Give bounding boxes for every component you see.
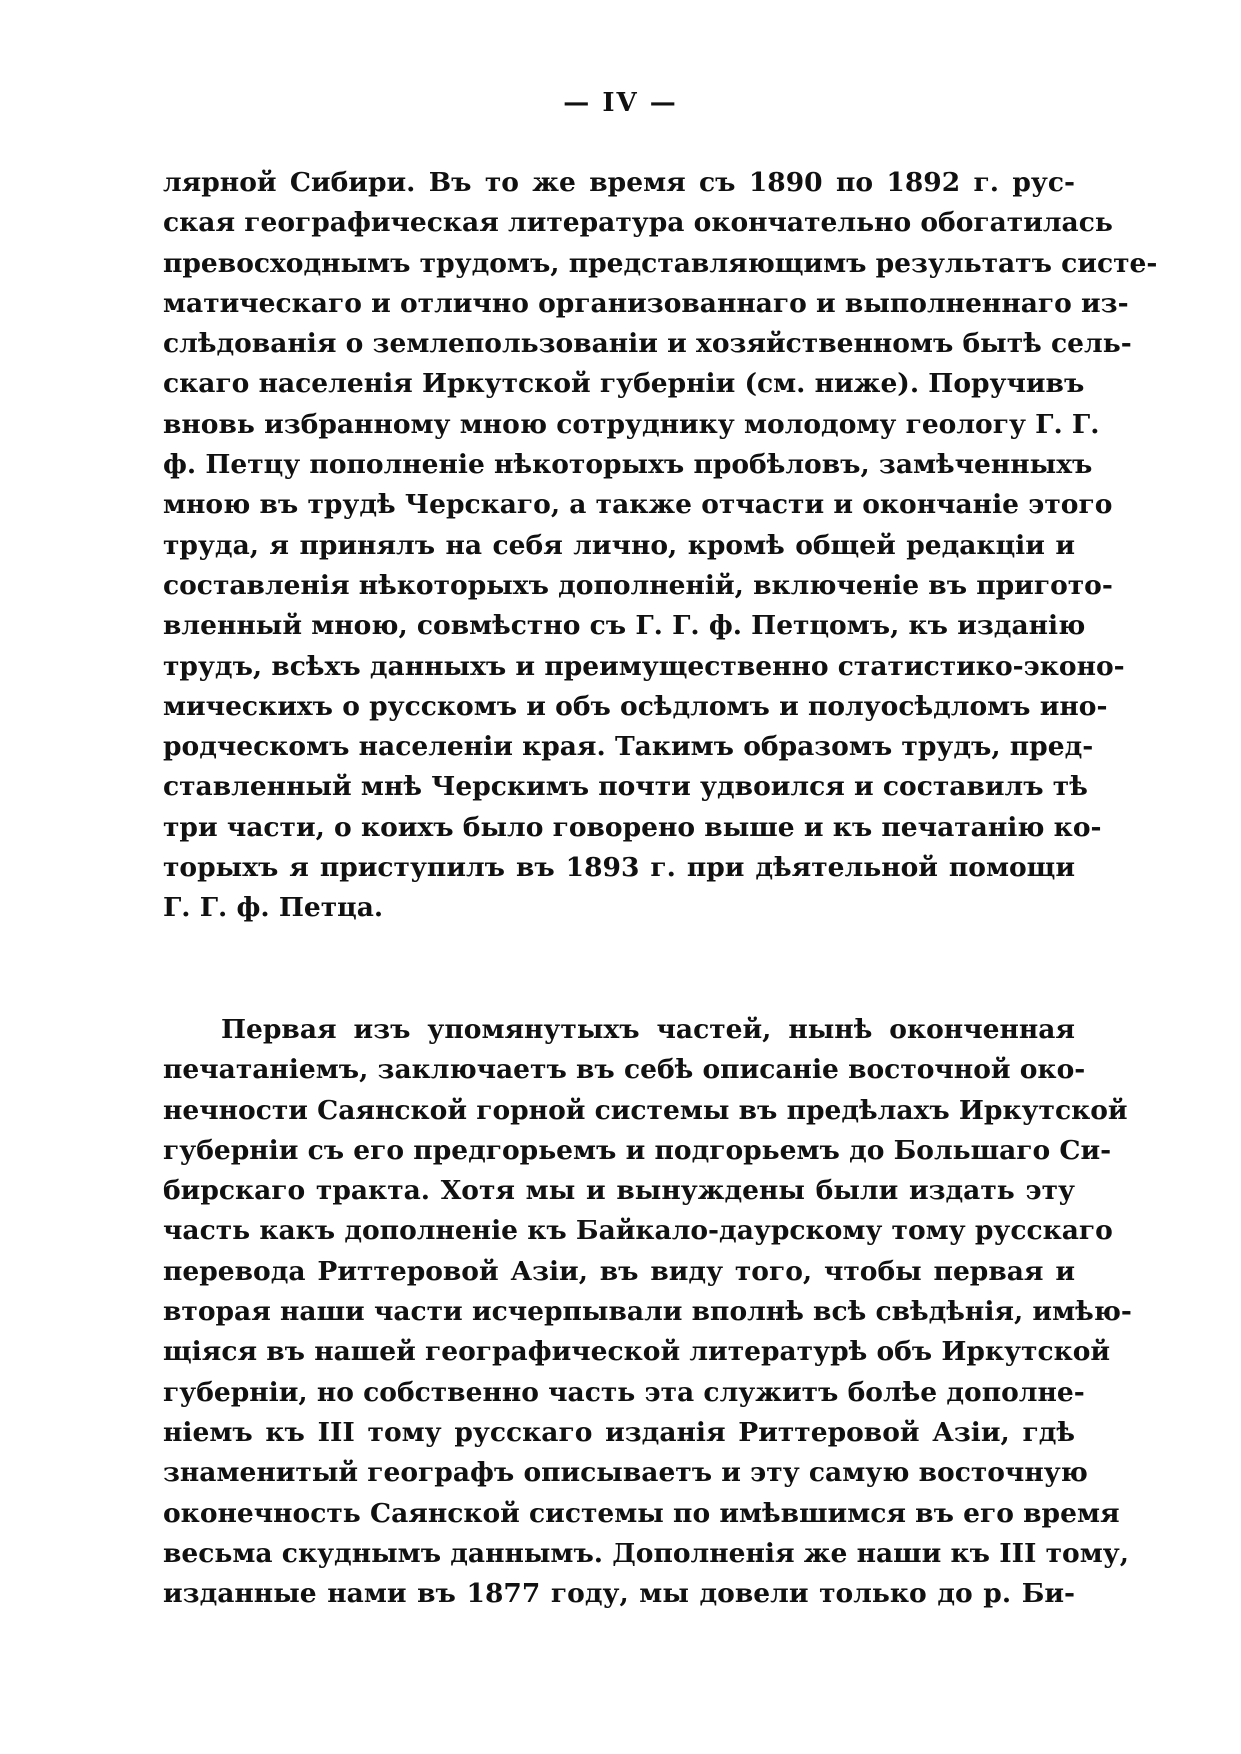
text-line: составленія нѣкоторыхъ дополненій, включеніе въ пригото- xyxy=(163,569,1113,601)
text-line: скаго населенія Иркутской губерніи (см. ниже). Поручивъ xyxy=(163,368,1085,400)
text-line: торыхъ я приступилъ въ 1893 г. при дѣятельной помощи xyxy=(163,852,1075,884)
text-line: печатаніемъ, заключаетъ въ себѣ описаніе восточной око- xyxy=(163,1054,1086,1086)
text-line: Г. Г. ф. Петца. xyxy=(163,892,384,924)
text-line: часть какъ дополненіе къ Байкало-даурскому тому русскаго xyxy=(163,1215,1113,1247)
text-line: вленный мною, совмѣстно съ Г. Г. ф. Петцомъ, къ изданію xyxy=(163,610,1086,642)
text-line: мическихъ о русскомъ и объ осѣдломъ и полуосѣдломъ ино- xyxy=(163,690,1108,722)
text-line: нечности Саянской горной системы въ предѣлахъ Иркутской xyxy=(163,1094,1128,1126)
page-number: — IV — xyxy=(563,88,678,118)
text-line: ф. Петцу пополненіе нѣкоторыхъ пробѣловъ, замѣченныхъ xyxy=(163,449,1093,481)
text-line: ская географическая литература окончательно обогатилась xyxy=(163,207,1113,239)
text-line: вновь избранному мною сотруднику молодому геологу Г. Г. xyxy=(163,408,1100,440)
paragraph-2 xyxy=(163,1010,1132,1614)
paragraph-1 xyxy=(163,163,1158,929)
text-line: ніемъ къ III тому русскаго изданія Риттеровой Азіи, гдѣ xyxy=(163,1416,1075,1448)
text-line: щіяся въ нашей географической литературѣ объ Иркутской xyxy=(163,1336,1111,1368)
text-line: лярной Сибири. Въ то же время съ 1890 по 1892 г. рус- xyxy=(163,167,1075,198)
text-line: матическаго и отлично организованнаго и выполненнаго из- xyxy=(163,287,1129,319)
text-line: изданные нами въ 1877 году, мы довели только до р. Би- xyxy=(163,1578,1075,1610)
text-line: три части, о коихъ было говорено выше и къ печатанію ко- xyxy=(163,811,1102,843)
text-line: мною въ трудѣ Черскаго, а также отчасти и окончаніе этого xyxy=(163,489,1113,521)
text-line: губерніи, но собственно часть эта служитъ болѣе дополне- xyxy=(163,1376,1085,1408)
text-line: оконечность Саянской системы по имѣвшимся въ его время xyxy=(163,1497,1120,1529)
text-line: слѣдованія о землепользованіи и хозяйственномъ бытѣ сель- xyxy=(163,328,1132,360)
text-line: Первая изъ упомянутыхъ частей, нынѣ оконченная xyxy=(221,1014,1075,1045)
text-line: весьма скуднымъ даннымъ. Дополненія же наши къ III тому, xyxy=(163,1537,1129,1569)
text-line: губерніи съ его предгорьемъ и подгорьемъ до Большаго Си- xyxy=(163,1134,1112,1166)
text-line: перевода Риттеровой Азіи, въ виду того, чтобы первая и xyxy=(163,1255,1075,1287)
text-line: бирскаго тракта. Хотя мы и вынуждены были издать эту xyxy=(163,1175,1075,1207)
text-line: вторая наши части исчерпывали вполнѣ всѣ свѣдѣнія, имѣю- xyxy=(163,1296,1132,1328)
text-line: родческомъ населеніи края. Такимъ образомъ трудъ, пред- xyxy=(163,731,1094,763)
text-line: труда, я принялъ на себя лично, кромѣ общей редакціи и xyxy=(163,529,1075,561)
text-line: ставленный мнѣ Черскимъ почти удвоился и составилъ тѣ xyxy=(163,771,1088,803)
text-line: превосходнымъ трудомъ, представляющимъ результатъ систе- xyxy=(163,247,1158,279)
text-line: трудъ, всѣхъ данныхъ и преимущественно статистико-эконо- xyxy=(163,650,1125,682)
text-line: знаменитый географъ описываетъ и эту самую восточную xyxy=(163,1457,1088,1489)
